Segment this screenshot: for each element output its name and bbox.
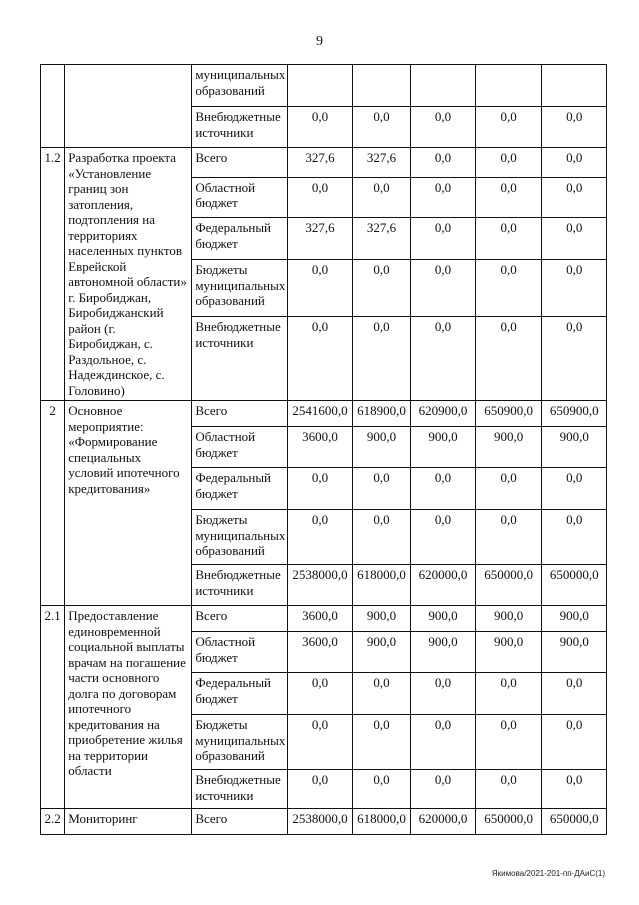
value-cell: 0,0 [411, 510, 476, 565]
table-row [41, 606, 607, 632]
value-cell: 0,0 [411, 317, 476, 401]
value-cell: 327,6 [352, 148, 411, 178]
value-cell: 3600,0 [288, 606, 353, 632]
funding-source: Федеральный бюджет [192, 673, 288, 715]
value-cell: 0,0 [542, 673, 607, 715]
value-cell [288, 65, 353, 107]
value-cell: 0,0 [475, 260, 542, 317]
activity-name: Предоставление единовременной социальной выплаты врачам на погашение части основного долга по договорам ипотечного кредитования на приобретение жилья на территории области [65, 606, 192, 809]
activity-name: Разработка проекта «Установление границ зон затопления, подтопления на территориях населенных пунктов Еврейской автономной области» г. Биробиджан, Биробиджанский район (г. Биробиджан, с. Раздольное, с. Надеждинское, с. Головино) [65, 148, 192, 401]
value-cell: 900,0 [352, 427, 411, 468]
table-row [41, 401, 607, 427]
value-cell: 0,0 [411, 107, 476, 148]
value-cell: 650000,0 [542, 809, 607, 835]
value-cell: 0,0 [475, 317, 542, 401]
activity-name: Мониторинг [65, 809, 192, 835]
funding-source: Всего [192, 148, 288, 178]
value-cell: 900,0 [352, 632, 411, 673]
table-row [41, 148, 607, 178]
value-cell: 0,0 [411, 148, 476, 178]
value-cell: 0,0 [475, 107, 542, 148]
funding-source: муниципальных образований [192, 65, 288, 107]
value-cell: 0,0 [475, 510, 542, 565]
value-cell: 900,0 [475, 606, 542, 632]
value-cell: 0,0 [288, 673, 353, 715]
value-cell: 327,6 [352, 218, 411, 260]
value-cell: 900,0 [542, 427, 607, 468]
funding-source: Всего [192, 401, 288, 427]
value-cell [352, 65, 411, 107]
value-cell: 0,0 [411, 673, 476, 715]
value-cell: 0,0 [475, 148, 542, 178]
value-cell: 0,0 [288, 510, 353, 565]
value-cell: 0,0 [288, 468, 353, 510]
value-cell: 650900,0 [475, 401, 542, 427]
value-cell: 2541600,0 [288, 401, 353, 427]
funding-source: Областной бюджет [192, 177, 288, 218]
value-cell: 0,0 [288, 770, 353, 809]
value-cell: 0,0 [475, 673, 542, 715]
row-number: 2 [41, 401, 65, 606]
value-cell: 620000,0 [411, 809, 476, 835]
value-cell: 0,0 [288, 177, 353, 218]
value-cell: 0,0 [542, 510, 607, 565]
row-number: 2.2 [41, 809, 65, 835]
value-cell: 900,0 [542, 632, 607, 673]
value-cell: 0,0 [352, 715, 411, 770]
value-cell: 900,0 [475, 632, 542, 673]
activity-name [65, 65, 192, 148]
value-cell: 620000,0 [411, 565, 476, 606]
table-row [41, 65, 607, 107]
document-reference: Якимова/2021-201-пп-ДАиС(1) [491, 869, 605, 878]
value-cell [542, 65, 607, 107]
value-cell: 3600,0 [288, 427, 353, 468]
value-cell: 0,0 [475, 468, 542, 510]
value-cell: 2538000,0 [288, 565, 353, 606]
funding-source: Всего [192, 606, 288, 632]
row-number: 1.2 [41, 148, 65, 401]
value-cell: 0,0 [542, 107, 607, 148]
value-cell: 900,0 [411, 427, 476, 468]
value-cell: 0,0 [352, 317, 411, 401]
row-number [41, 65, 65, 148]
value-cell: 0,0 [542, 177, 607, 218]
value-cell: 0,0 [542, 770, 607, 809]
value-cell: 0,0 [542, 260, 607, 317]
funding-source: Всего [192, 809, 288, 835]
funding-source: Областной бюджет [192, 632, 288, 673]
value-cell: 0,0 [542, 715, 607, 770]
value-cell: 0,0 [542, 317, 607, 401]
value-cell: 0,0 [288, 715, 353, 770]
table-row [41, 809, 607, 835]
budget-table [40, 64, 607, 835]
value-cell: 0,0 [288, 260, 353, 317]
value-cell: 0,0 [352, 510, 411, 565]
funding-source: Внебюджетные источники [192, 107, 288, 148]
value-cell: 650000,0 [542, 565, 607, 606]
page-number: 9 [316, 34, 323, 49]
value-cell: 0,0 [288, 107, 353, 148]
value-cell: 0,0 [352, 770, 411, 809]
value-cell: 620900,0 [411, 401, 476, 427]
row-number: 2.1 [41, 606, 65, 809]
funding-source: Федеральный бюджет [192, 468, 288, 510]
value-cell: 900,0 [542, 606, 607, 632]
funding-source: Внебюджетные источники [192, 565, 288, 606]
funding-source: Федеральный бюджет [192, 218, 288, 260]
funding-source: Внебюджетные источники [192, 317, 288, 401]
funding-source: Бюджеты муниципальных образований [192, 260, 288, 317]
value-cell: 900,0 [475, 427, 542, 468]
value-cell: 900,0 [352, 606, 411, 632]
value-cell: 0,0 [352, 673, 411, 715]
funding-source: Бюджеты муниципальных образований [192, 715, 288, 770]
value-cell: 0,0 [411, 260, 476, 317]
value-cell: 0,0 [352, 260, 411, 317]
value-cell: 0,0 [475, 218, 542, 260]
value-cell: 0,0 [352, 468, 411, 510]
value-cell: 327,6 [288, 148, 353, 178]
value-cell: 0,0 [288, 317, 353, 401]
value-cell: 900,0 [411, 606, 476, 632]
value-cell: 0,0 [411, 177, 476, 218]
value-cell: 0,0 [411, 468, 476, 510]
value-cell: 650000,0 [475, 565, 542, 606]
value-cell [411, 65, 476, 107]
value-cell: 0,0 [411, 218, 476, 260]
funding-source: Областной бюджет [192, 427, 288, 468]
value-cell: 0,0 [352, 177, 411, 218]
value-cell: 618900,0 [352, 401, 411, 427]
value-cell: 0,0 [411, 715, 476, 770]
value-cell: 0,0 [411, 770, 476, 809]
value-cell: 650900,0 [542, 401, 607, 427]
value-cell: 618000,0 [352, 809, 411, 835]
value-cell: 327,6 [288, 218, 353, 260]
value-cell: 0,0 [542, 468, 607, 510]
value-cell: 0,0 [352, 107, 411, 148]
value-cell: 2538000,0 [288, 809, 353, 835]
value-cell: 618000,0 [352, 565, 411, 606]
value-cell: 0,0 [475, 770, 542, 809]
value-cell [475, 65, 542, 107]
value-cell: 0,0 [542, 148, 607, 178]
value-cell: 3600,0 [288, 632, 353, 673]
value-cell: 0,0 [475, 715, 542, 770]
value-cell: 0,0 [542, 218, 607, 260]
value-cell: 0,0 [475, 177, 542, 218]
funding-source: Бюджеты муниципальных образований [192, 510, 288, 565]
value-cell: 900,0 [411, 632, 476, 673]
value-cell: 650000,0 [475, 809, 542, 835]
activity-name: Основное мероприятие: «Формирование специальных условий ипотечного кредитования» [65, 401, 192, 606]
funding-source: Внебюджетные источники [192, 770, 288, 809]
